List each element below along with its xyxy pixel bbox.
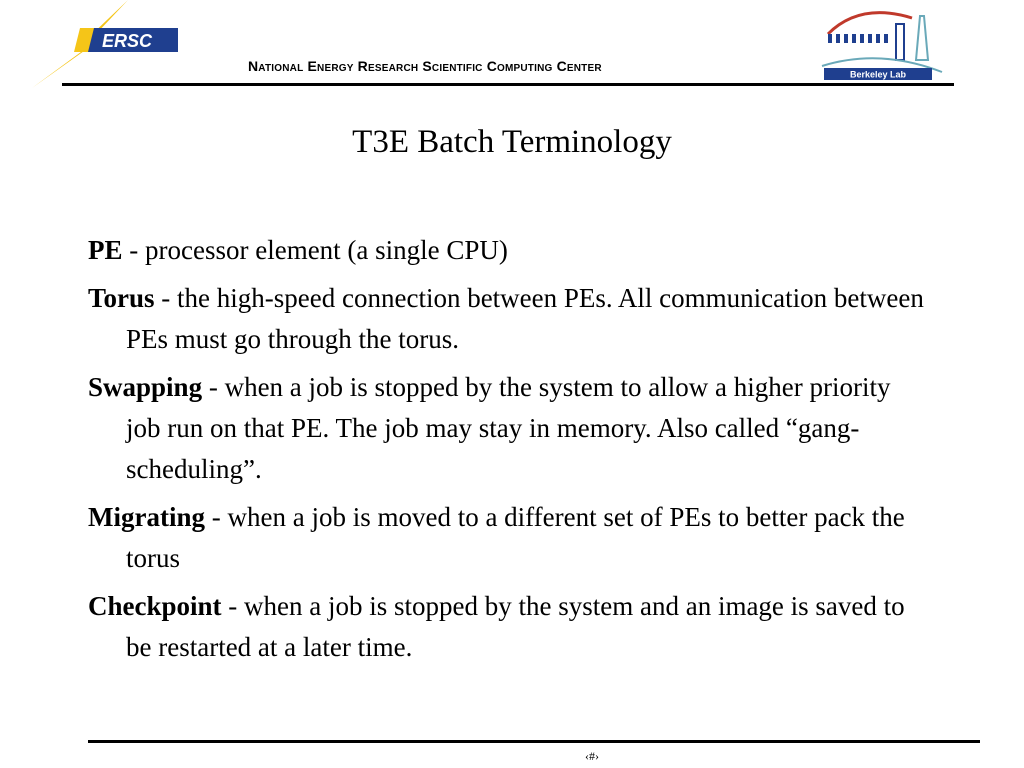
term-definition: - when a job is stopped by the system to allow a higher priority job run on that PE. The job may stay in memory. Also called “gang-scheduling”. <box>126 372 891 484</box>
svg-text:ERSC: ERSC <box>102 31 153 51</box>
term-item-pe <box>88 230 928 271</box>
footer-divider <box>88 740 980 743</box>
term-item-checkpoint <box>88 586 928 668</box>
term-name: Migrating <box>88 502 205 532</box>
header-divider <box>62 83 954 86</box>
term-item-torus <box>88 278 928 360</box>
term-definition: - when a job is stopped by the system and an image is saved to be restarted at a later time. <box>126 591 905 662</box>
slide-title: T3E Batch Terminology <box>352 124 672 160</box>
nersc-logo <box>30 0 190 90</box>
term-list <box>88 230 928 675</box>
term-item-migrating <box>88 497 928 579</box>
header-title: National Energy Research Scientific Computing Center <box>248 58 602 74</box>
term-definition: - when a job is moved to a different set of PEs to better pack the torus <box>126 502 905 573</box>
term-name: Swapping <box>88 372 203 402</box>
term-name: PE <box>88 235 123 265</box>
term-name: Torus <box>88 283 155 313</box>
term-definition: - the high-speed connection between PEs. All communication between PEs must go through the torus. <box>126 283 924 354</box>
term-name: Checkpoint <box>88 591 222 621</box>
page-number: ‹#› <box>585 749 599 763</box>
berkeley-lab-logo-text: Berkeley Lab <box>849 69 907 80</box>
term-item-swapping <box>88 367 928 490</box>
berkeley-lab-logo <box>820 4 944 82</box>
term-definition: - processor element (a single CPU) <box>122 235 508 265</box>
